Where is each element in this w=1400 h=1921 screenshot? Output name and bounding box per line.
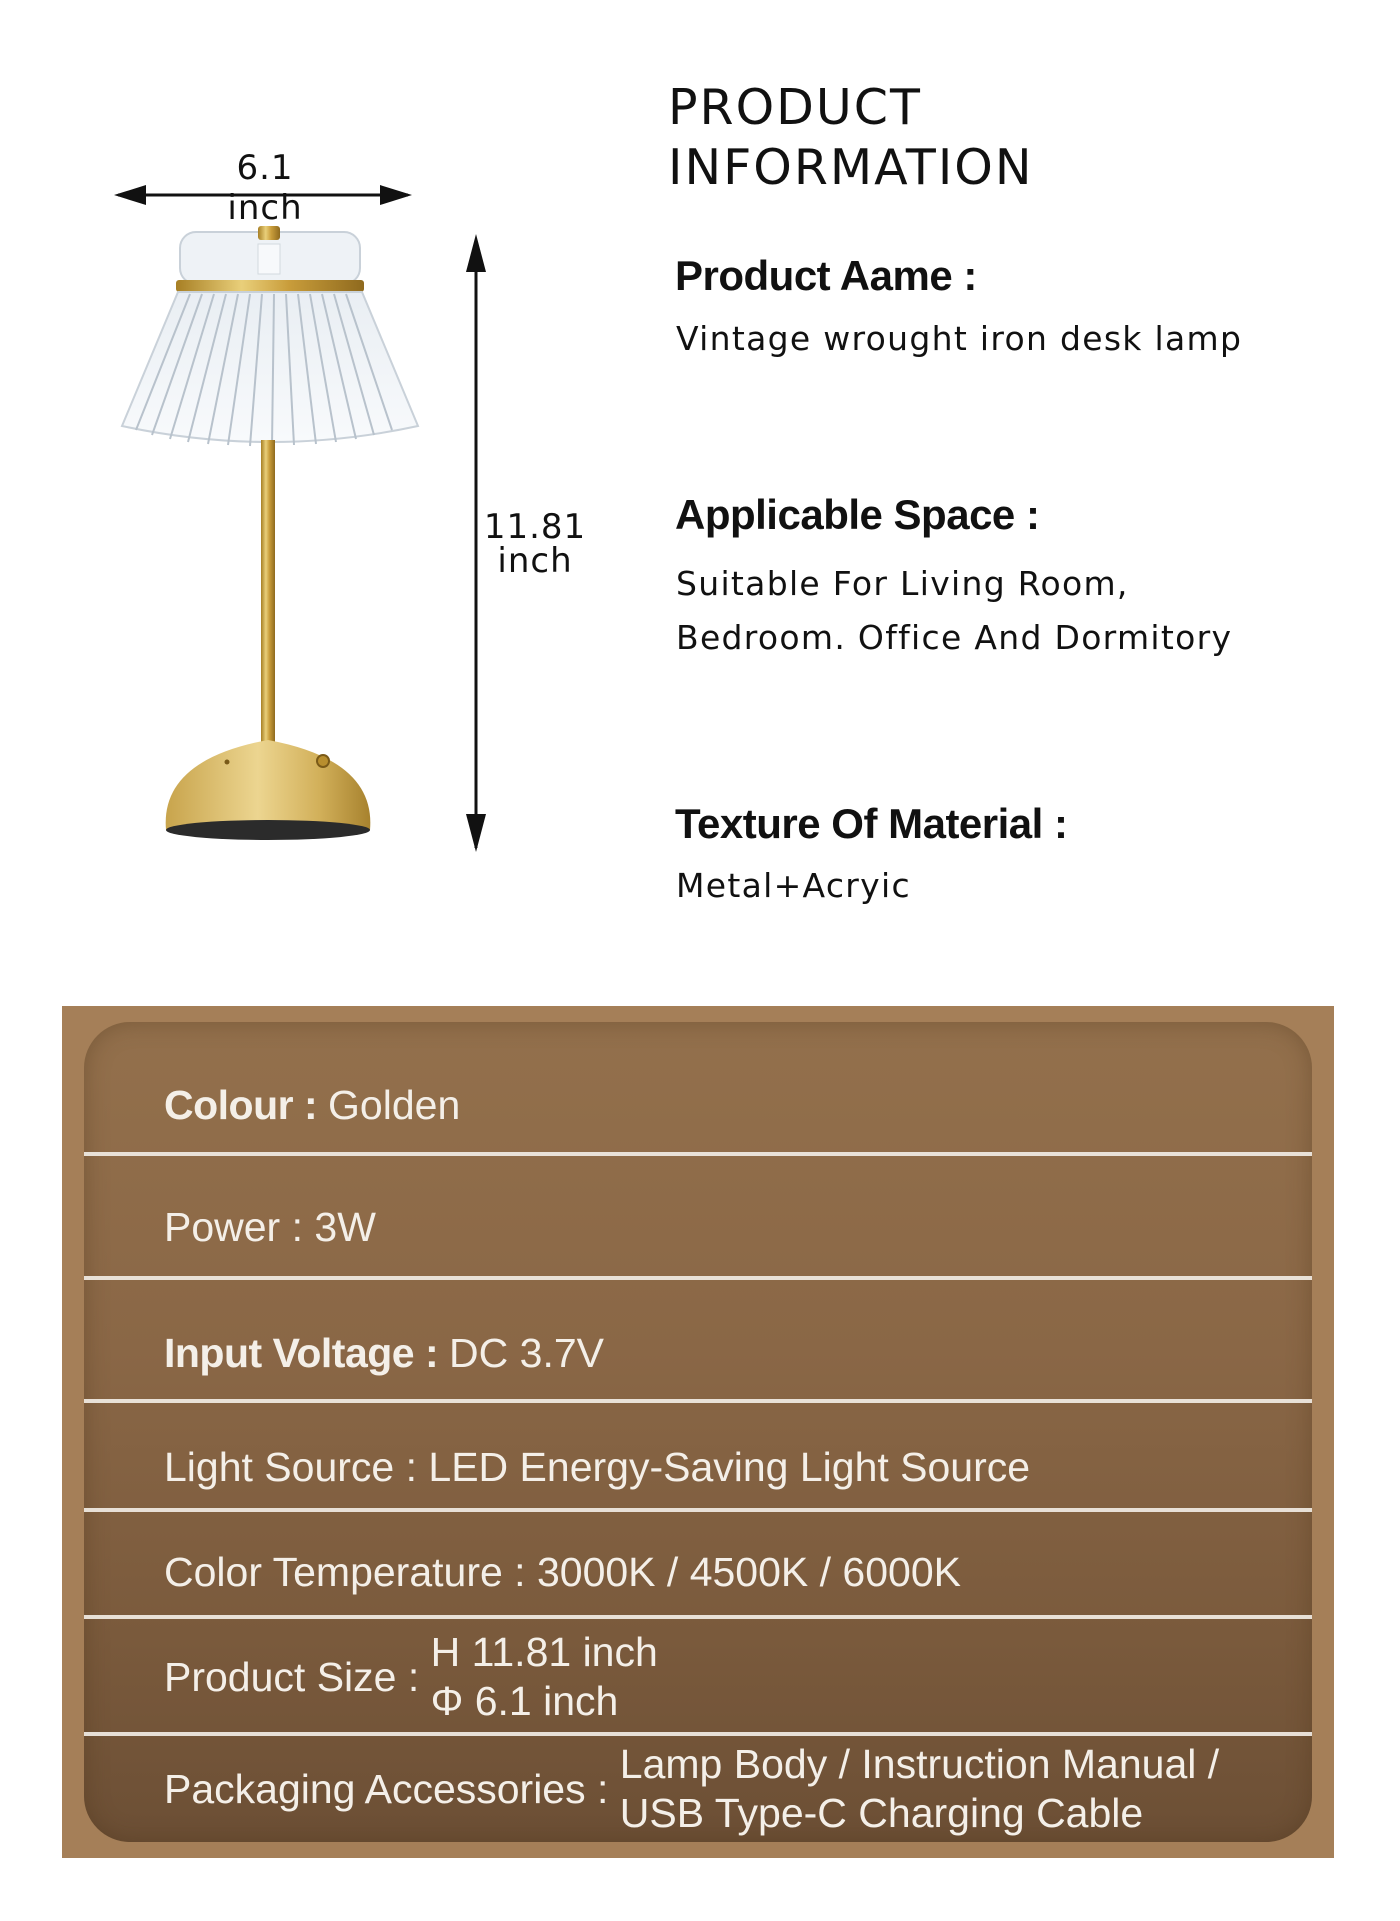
spec-row-color-temperature xyxy=(84,1527,1312,1617)
applicable-space-line-1: Suitable For Living Room, xyxy=(676,564,1129,603)
height-dimension-unit: inch xyxy=(497,541,573,581)
spec-label: Colour : xyxy=(164,1081,329,1128)
spec-divider xyxy=(84,1152,1312,1156)
spec-value xyxy=(620,1740,1219,1838)
spec-divider xyxy=(84,1615,1312,1619)
title-line-1: PRODUCT xyxy=(668,79,922,136)
spec-label: Product Size : xyxy=(164,1653,431,1700)
spec-label: Light Source : xyxy=(164,1443,429,1490)
spec-divider xyxy=(84,1276,1312,1280)
height-dimension-label xyxy=(475,507,595,581)
spec-value xyxy=(431,1628,658,1726)
spec-value: Golden xyxy=(328,1081,461,1128)
product-name-value: Vintage wrought iron desk lamp xyxy=(676,319,1243,358)
product-information-title xyxy=(668,78,1368,198)
spec-label: Color Temperature : xyxy=(164,1548,537,1595)
spec-row-packaging-accessories xyxy=(84,1736,1312,1842)
title-line-2: INFORMATION xyxy=(668,139,1034,196)
spec-value: 3W xyxy=(314,1203,376,1250)
spec-label: Packaging Accessories : xyxy=(164,1765,620,1812)
lamp-shade xyxy=(122,292,418,446)
lamp-illustration xyxy=(100,140,600,860)
lamp-stem xyxy=(261,440,275,742)
material-heading: Texture Of Material : xyxy=(675,800,1068,847)
spec-panel xyxy=(62,1006,1334,1858)
spec-label: Input Voltage : xyxy=(164,1329,450,1376)
applicable-space-line-2: Bedroom. Office And Dormitory xyxy=(676,618,1233,657)
applicable-space-value xyxy=(676,557,1386,665)
spec-row-input-voltage xyxy=(84,1308,1312,1398)
lamp-figure xyxy=(100,140,600,860)
spec-row-colour xyxy=(84,1062,1312,1148)
spec-value: 3000K / 4500K / 6000K xyxy=(536,1548,961,1595)
spec-row-light-source xyxy=(84,1422,1312,1512)
applicable-space-heading: Applicable Space : xyxy=(675,491,1040,538)
lamp-base xyxy=(166,740,371,840)
spec-value-line-1: H 11.81 inch xyxy=(430,1629,658,1675)
spec-row-power xyxy=(84,1182,1312,1272)
spec-value: LED Energy-Saving Light Source xyxy=(428,1443,1031,1490)
spec-divider xyxy=(84,1399,1312,1403)
spec-value-line-1: Lamp Body / Instruction Manual / xyxy=(619,1741,1220,1787)
product-name-heading: Product Aame : xyxy=(675,252,977,299)
height-dimension-value: 11.81 xyxy=(483,507,587,547)
spec-value-line-2: USB Type-C Charging Cable xyxy=(619,1790,1144,1836)
spec-row-product-size xyxy=(84,1622,1312,1732)
lamp-cap xyxy=(176,226,364,292)
material-value: Metal+Acryic xyxy=(676,866,911,905)
spec-value: DC 3.7V xyxy=(449,1329,604,1376)
spec-value-line-2: Φ 6.1 inch xyxy=(430,1678,619,1724)
spec-label: Power : xyxy=(164,1203,315,1250)
width-dimension-label: 6.1 inch xyxy=(227,148,303,228)
spec-table xyxy=(84,1022,1312,1842)
spec-divider xyxy=(84,1508,1312,1512)
